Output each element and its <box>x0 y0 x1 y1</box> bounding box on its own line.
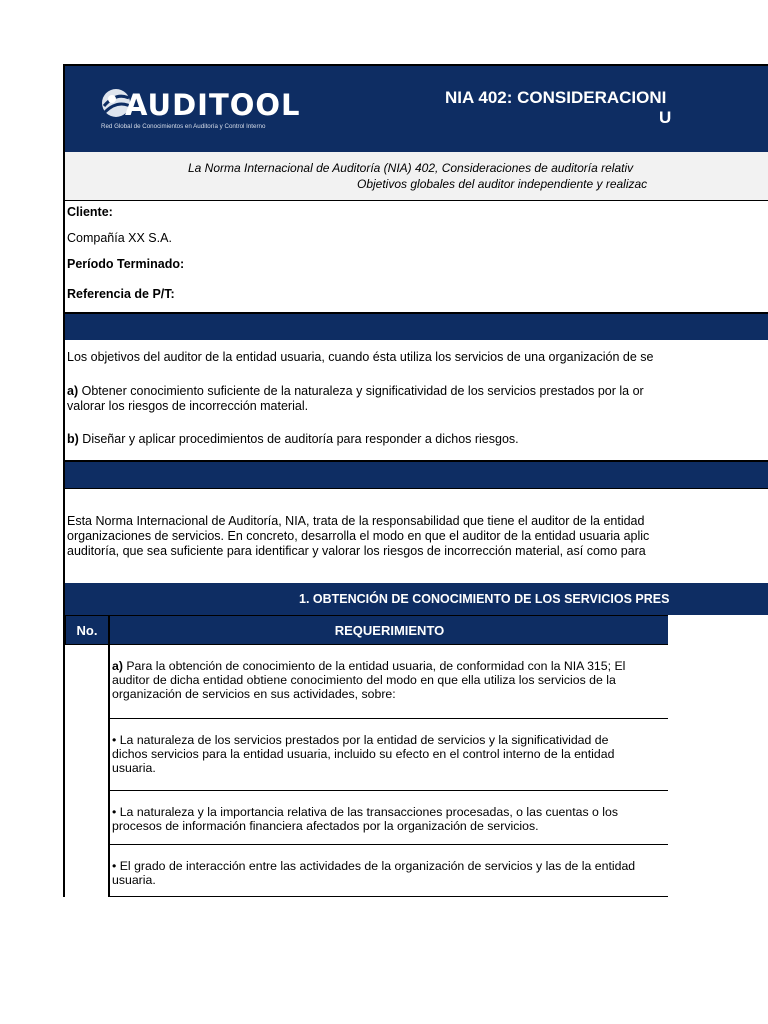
row-text: Para la obtención de conocimiento de la entidad usuaria, de conformidad con la NIA 315; El <box>122 659 626 673</box>
page-title-line2: U <box>659 108 672 127</box>
page-title-line1: NIA 402: CONSIDERACIONI <box>445 88 667 107</box>
objective-a-marker: a) <box>67 384 79 398</box>
table-row <box>109 791 670 845</box>
intro-line1: La Norma Internacional de Auditoría (NIA) 402, Consideraciones de auditoría relativ <box>188 161 634 175</box>
scope-line1: Esta Norma Internacional de Auditoría, NIA, trata de la responsabilidad que tiene el auditor de la entidad <box>67 514 645 528</box>
row-text: auditor de dicha entidad obtiene conocimiento del modo en que ella utiliza los servicios de la <box>112 673 616 687</box>
page-cutoff-mask <box>668 489 768 583</box>
spreadsheet-page <box>63 64 768 897</box>
logo-tagline: Red Global de Conocimientos en Auditoría y Control Interno <box>101 123 266 130</box>
number-column <box>65 645 109 897</box>
page-cutoff-mask <box>668 342 768 459</box>
page-cutoff-mask <box>668 615 768 1024</box>
referencia-label: Referencia de P/T: <box>67 287 175 301</box>
periodo-label: Período Terminado: <box>67 257 185 271</box>
objective-a-text2: valorar los riesgos de incorrección material. <box>67 399 309 413</box>
row-text: • El grado de interacción entre las actividades de la organización de servicios y las de la entidad <box>112 859 636 873</box>
row-text: dichos servicios para la entidad usuaria, incluido su efecto en el control interno de la entidad <box>112 747 615 761</box>
page-cutoff-mask <box>668 201 768 312</box>
logo-wordmark: AUDITOOL <box>125 88 301 122</box>
row-text: organización de servicios en sus actividades, sobre: <box>112 687 396 701</box>
scope-paragraph <box>67 514 767 559</box>
row-marker: a) <box>112 659 123 673</box>
scope-line2: organizaciones de servicios. En concreto, desarrolla el modo en que el auditor de la entidad usuaria aplic <box>67 529 650 543</box>
column-header-no: No. <box>65 615 109 645</box>
intro-box <box>65 152 768 201</box>
objective-a-text1: Obtener conocimiento suficiente de la naturaleza y significatividad de los servicios prestados por la or <box>78 384 644 398</box>
objectives-intro: Los objetivos del auditor de la entidad usuaria, cuando ésta utiliza los servicios de una organización de se <box>67 350 654 364</box>
section-title: 1. OBTENCIÓN DE CONOCIMIENTO DE LOS SERVICIOS PRES <box>299 592 670 606</box>
scope-band <box>65 460 768 488</box>
column-header-requerimiento: REQUERIMIENTO <box>109 615 670 645</box>
cliente-value: Compañía XX S.A. <box>67 231 172 245</box>
objective-a <box>67 384 767 414</box>
row-text: usuaria. <box>112 873 156 887</box>
cliente-label: Cliente: <box>67 205 113 219</box>
row-text: • La naturaleza y la importancia relativa de las transacciones procesadas, o las cuentas o los <box>112 805 619 819</box>
auditool-logo <box>99 84 299 134</box>
objectives-band <box>65 312 768 340</box>
scope-line3: auditoría, que sea suficiente para identificar y valorar los riesgos de incorrección material, así como para <box>67 544 646 558</box>
intro-line2: Objetivos globales del auditor independiente y realizac <box>357 177 648 191</box>
divider <box>65 488 768 489</box>
objective-b <box>67 432 767 447</box>
objective-b-text: Diseñar y aplicar procedimientos de auditoría para responder a dichos riesgos. <box>78 432 519 446</box>
table-row <box>109 845 670 897</box>
row-text: usuaria. <box>112 761 156 775</box>
header-banner <box>65 64 768 152</box>
section-band <box>65 583 768 615</box>
table-row <box>109 719 670 791</box>
objective-b-marker: b) <box>67 432 79 446</box>
row-text: • La naturaleza de los servicios prestados por la entidad de servicios y la significatividad de <box>112 733 609 747</box>
row-text: procesos de información financiera afectados por la organización de servicios. <box>112 819 539 833</box>
table-row <box>109 645 670 719</box>
